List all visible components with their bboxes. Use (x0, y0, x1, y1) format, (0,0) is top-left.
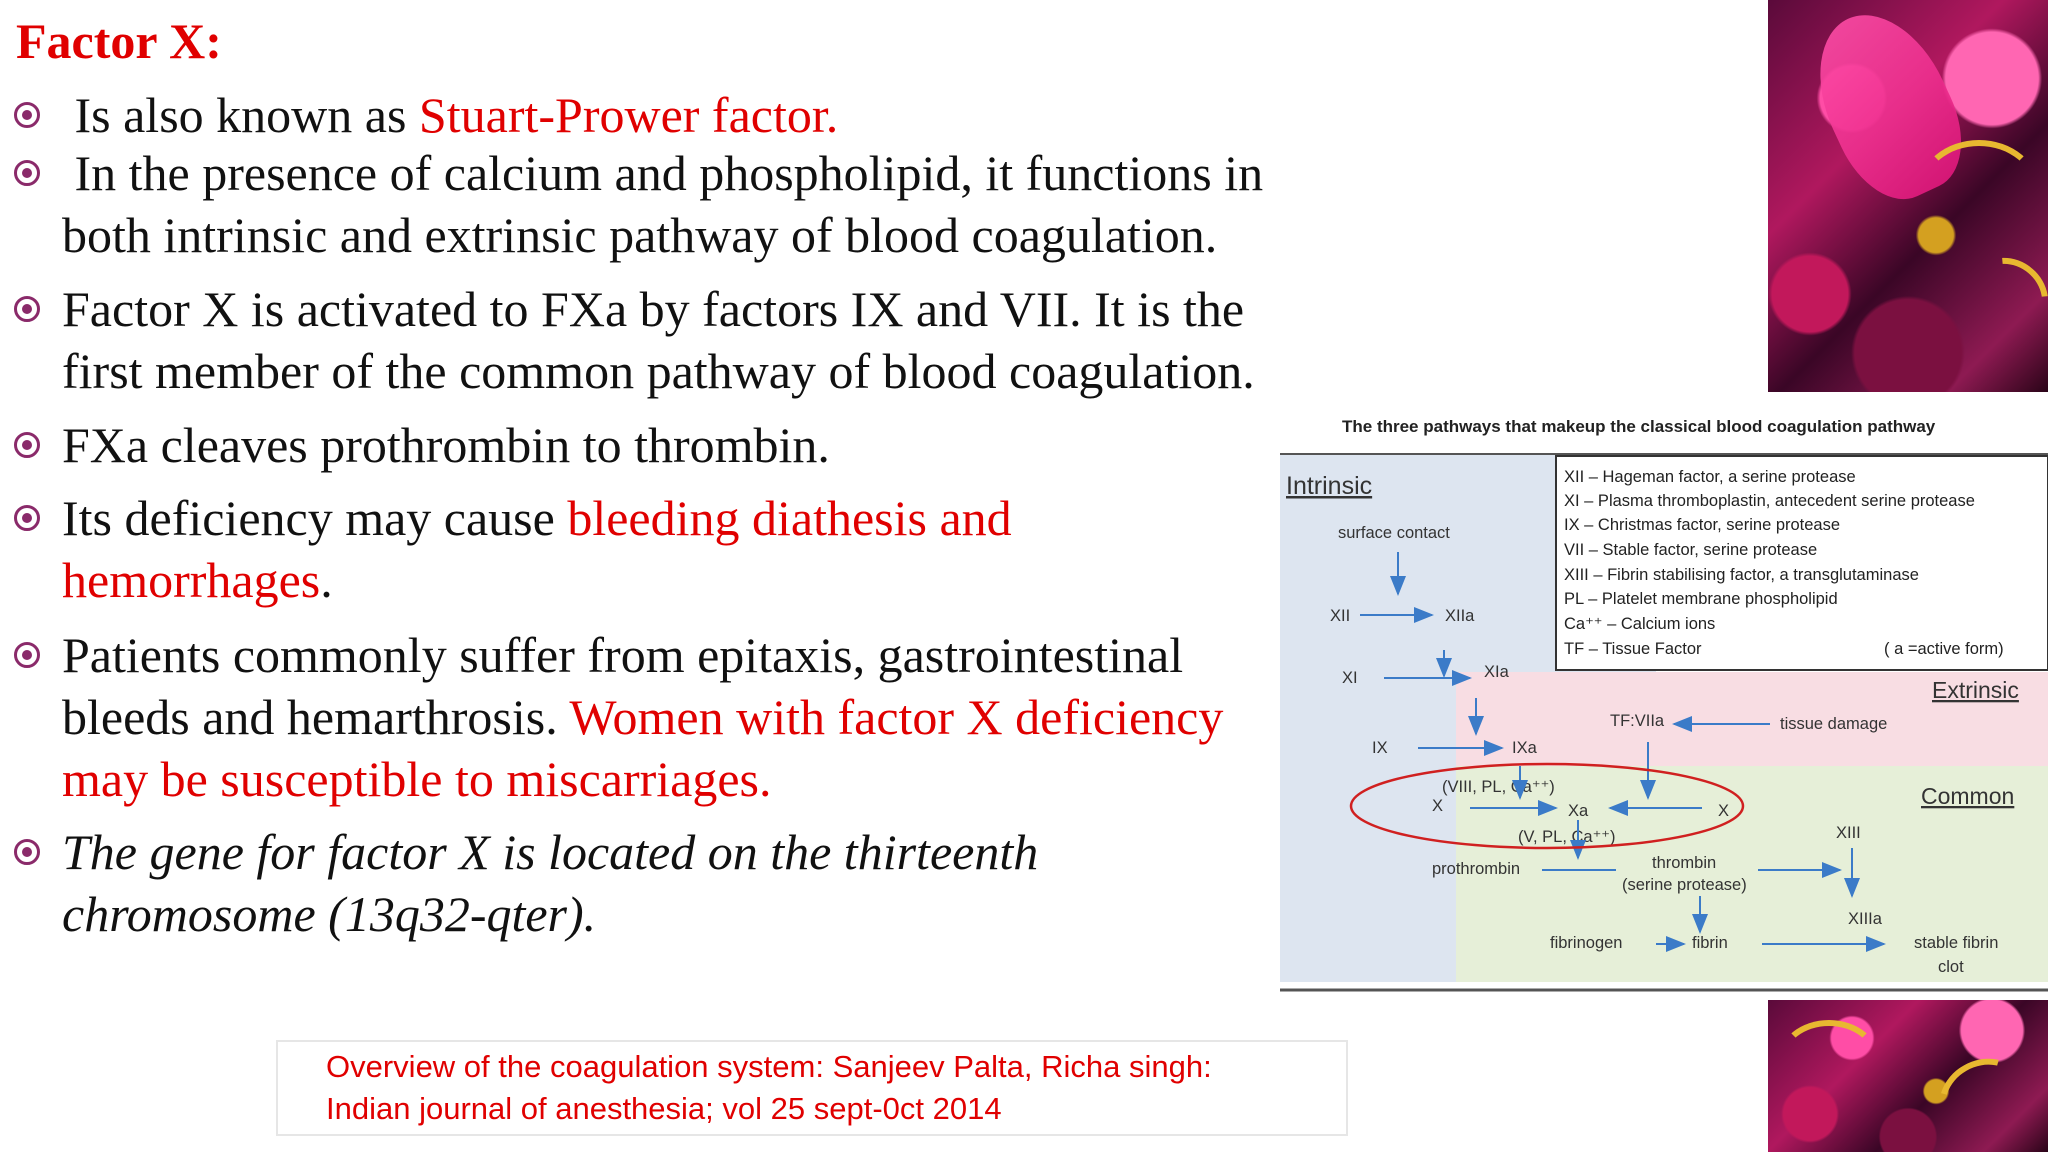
ribbon-image (1778, 1020, 1880, 1102)
bullet-highlight: bleeding diathesis and (567, 490, 1012, 546)
node-thrombin: thrombin (1652, 854, 1717, 872)
legend-box (1556, 456, 2048, 670)
bullet-text: Patients commonly suffer from epitaxis, gastrointestinal (62, 627, 1184, 683)
node-xiia: XIIa (1445, 607, 1475, 625)
node-clot: clot (1938, 958, 1964, 976)
legend-item: XII – Hageman factor, a serine protease (1564, 468, 1856, 486)
citation-line: Overview of the coagulation system: Sanjeev Palta, Richa singh: (326, 1049, 1212, 1084)
bullet-text: In the presence of calcium and phospholipid, it functions in (74, 145, 1264, 201)
legend-item: PL – Platelet membrane phospholipid (1564, 590, 1838, 608)
node-xi: XI (1342, 669, 1358, 687)
node-fibrin: fibrin (1692, 934, 1728, 952)
node-xii: XII (1330, 607, 1351, 625)
bullet-highlight: may be susceptible to miscarriages. (62, 751, 772, 807)
legend-note: ( a =active form) (1884, 640, 2004, 658)
node-ix: IX (1372, 739, 1388, 757)
bullet-icon (14, 102, 40, 128)
node-fibrinogen: fibrinogen (1550, 934, 1623, 952)
citation-box (276, 1040, 1348, 1136)
bullet-icon (14, 160, 40, 186)
common-label: Common (1921, 783, 2015, 809)
node-xiiia: XIIIa (1848, 910, 1882, 928)
node-cofactor-1: (VIII, PL, Ca⁺⁺) (1442, 778, 1555, 796)
coagulation-diagram-svg (1280, 396, 2048, 994)
bullet-text: bleeds and hemarthrosis. (62, 689, 570, 745)
node-ixa: IXa (1512, 739, 1537, 757)
ribbon-image (1954, 242, 2048, 350)
node-xiii: XIII (1836, 824, 1861, 842)
bullet-text: Factor X is activated to FXa by factors IX and VII. It is the (62, 281, 1245, 337)
bullet-icon (14, 432, 40, 458)
decorative-photo (1768, 1000, 2048, 1152)
node-x-right: X (1718, 802, 1730, 820)
legend-item: TF – Tissue Factor (1564, 640, 1702, 658)
citation-line: Indian journal of anesthesia; vol 25 sept-0ct 2014 (326, 1091, 1002, 1126)
legend-item: VII – Stable factor, serine protease (1564, 541, 1818, 559)
extrinsic-label: Extrinsic (1932, 677, 2019, 703)
bullet-text: Is also known as (74, 87, 419, 143)
legend-item: Ca⁺⁺ – Calcium ions (1564, 615, 1716, 633)
node-stable-fibrin: stable fibrin (1914, 934, 1999, 952)
node-tf-vii: TF:VIIa (1610, 712, 1665, 730)
bullet-icon (14, 642, 40, 668)
bullet-text: The gene for factor X is located on the thirteenth (62, 824, 1039, 880)
node-surface-contact: surface contact (1338, 524, 1450, 542)
node-tissue-damage: tissue damage (1780, 715, 1888, 733)
legend-item: IX – Christmas factor, serine protease (1564, 516, 1841, 534)
slide-title: Factor X: (16, 13, 222, 69)
coagulation-diagram (1280, 396, 2048, 994)
bullet-highlight: hemorrhages (62, 552, 321, 608)
node-serine-protease: (serine protease) (1622, 876, 1747, 894)
bullet-highlight: Stuart-Prower factor. (418, 87, 839, 143)
intrinsic-label: Intrinsic (1286, 472, 1373, 500)
node-x-left: X (1432, 797, 1444, 815)
bullet-text: chromosome (13q32-qter). (62, 886, 597, 942)
bullet-text: first member of the common pathway of blood coagulation. (62, 343, 1255, 399)
bullet-icon (14, 505, 40, 531)
legend-item: XIII – Fibrin stabilising factor, a transglutaminase (1564, 566, 1919, 584)
bullet-text: FXa cleaves prothrombin to thrombin. (62, 417, 830, 473)
node-xia: XIa (1484, 663, 1509, 681)
bullet-text: both intrinsic and extrinsic pathway of blood coagulation. (62, 207, 1218, 263)
node-xa: Xa (1568, 802, 1589, 820)
bullet-text: Its deficiency may cause (62, 490, 568, 546)
bullet-icon (14, 839, 40, 865)
node-cofactor-2: (V, PL, Ca⁺⁺) (1518, 828, 1616, 846)
ribbon-image (1918, 140, 2040, 242)
decorative-photo (1768, 0, 2048, 392)
bullet-icon (14, 296, 40, 322)
legend-item: XI – Plasma thromboplastin, antecedent serine protease (1564, 492, 1975, 510)
node-prothrombin: prothrombin (1432, 860, 1521, 878)
bullet-highlight: Women with factor X deficiency (569, 689, 1224, 745)
diagram-heading: The three pathways that makeup the classical blood coagulation pathway (1342, 417, 1936, 436)
ribbon-image (1924, 1042, 2045, 1152)
